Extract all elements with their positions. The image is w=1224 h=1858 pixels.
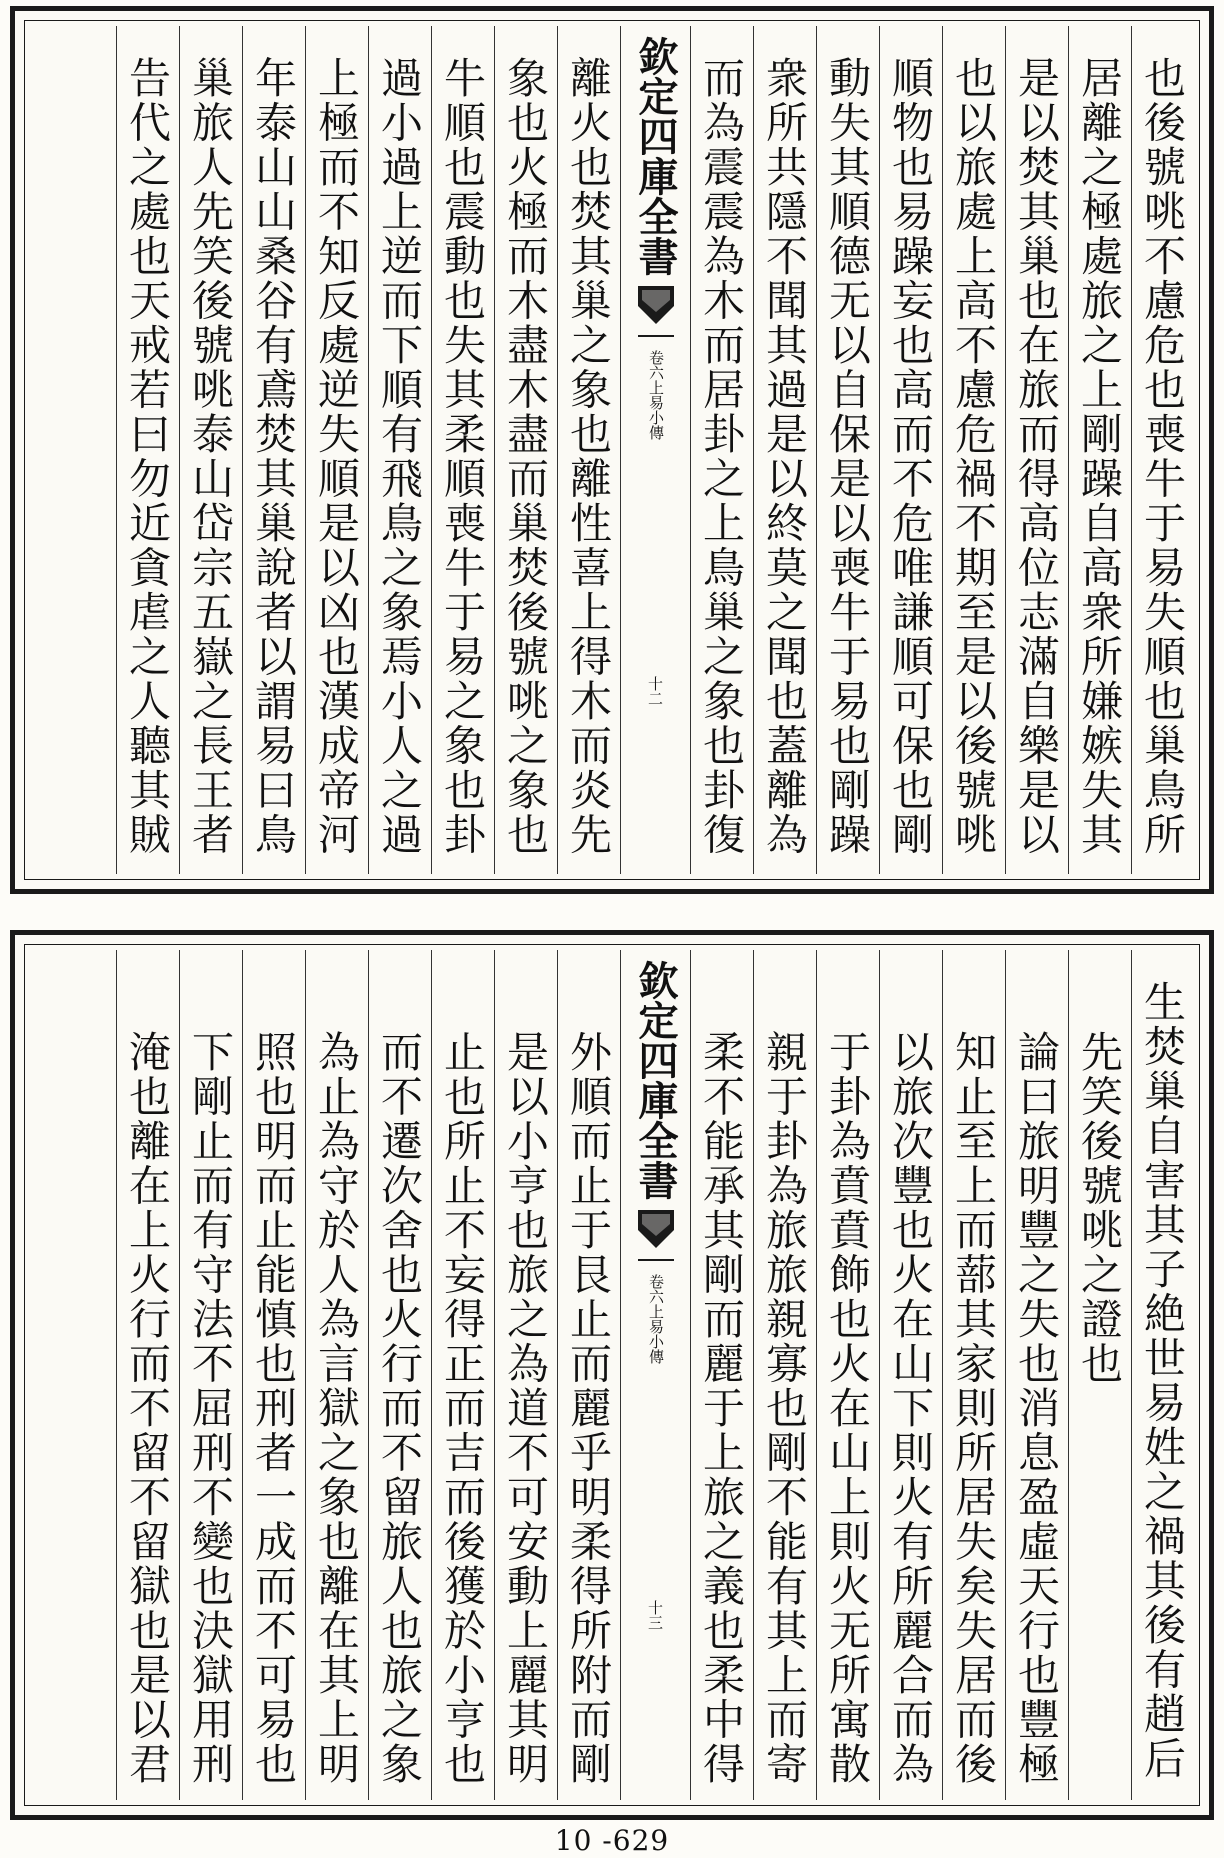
text-column: 動失其順德无以自保是以喪牛于易也剛躁 (816, 26, 879, 874)
text-column: 而不遷次舍也火行而不留旅人也旅之象 (368, 950, 431, 1800)
page-upper (10, 6, 1214, 894)
leaf-number: 十二 (646, 676, 664, 706)
volume-name: 卷六上 (647, 350, 665, 395)
text-columns (30, 26, 1194, 874)
text-column: 離火也焚其巢之象也離性喜上得木而炎先 (557, 26, 620, 874)
text-column: 而為震震為木而居卦之上鳥巢之象也卦復 (690, 26, 753, 874)
reprint-page-number: 10 -629 (554, 1824, 670, 1857)
text-column: 順物也易躁妄也高而不危唯謙順可保也剛 (879, 26, 942, 874)
text-column: 論曰旅明豐之失也消息盈虛天行也豐極 (1005, 950, 1068, 1800)
text-column: 過小過上逆而下順有飛鳥之象焉小人之過 (368, 26, 431, 874)
text-column: 也以旅處上高不慮危禍不期至是以後號咷 (942, 26, 1005, 874)
fish-tail-mark-icon (638, 286, 674, 338)
text-column: 止也所止不妄得正而吉而後獲於小亨也 (431, 950, 494, 1800)
volume-name: 卷六上 (647, 1274, 665, 1319)
text-column: 也後號咷不慮危也喪牛于易失順也巢鳥所 (1131, 26, 1194, 874)
text-column: 下剛止而有守法不屈刑不變也決獄用刑 (179, 950, 242, 1800)
text-column: 親于卦為旅旅親寡也剛不能有其上而寄 (753, 950, 816, 1800)
volume-label (647, 350, 664, 440)
text-column: 生焚巢自害其子絶世易姓之禍其後有趙后 (1131, 950, 1194, 1800)
text-column: 居離之極處旅之上剛躁自高衆所嫌嫉失其 (1068, 26, 1131, 874)
text-column: 先笑後號咷之證也 (1068, 950, 1131, 1800)
book-title: 欽定四庫全書 (632, 960, 679, 1200)
text-column: 告代之處也天戒若曰勿近貪虐之人聽其賊 (116, 26, 179, 874)
text-column: 象也火極而木盡木盡而巢焚後號咷之象也 (494, 26, 557, 874)
page-lower (10, 930, 1214, 1820)
text-column: 巢旅人先笑後號咷泰山岱宗五嶽之長王者 (179, 26, 242, 874)
text-column: 于卦為賁賁飾也火在山上則火无所寓散 (816, 950, 879, 1800)
text-columns (30, 950, 1194, 1800)
work-name: 易小傳 (647, 1319, 665, 1364)
text-column: 知止至上而蔀其家則所居失矣失居而後 (942, 950, 1005, 1800)
volume-label (647, 1274, 664, 1364)
text-column: 柔不能承其剛而麗于上旅之義也柔中得 (690, 950, 753, 1800)
text-column: 牛順也震動也失其柔順喪牛于易之象也卦 (431, 26, 494, 874)
text-column: 淹也離在上火行而不留不留獄也是以君 (116, 950, 179, 1800)
text-column: 外順而止于艮止而麗乎明柔得所附而剛 (557, 950, 620, 1800)
text-column: 年泰山山桑谷有鳶焚其巢說者以謂易曰鳥 (242, 26, 305, 874)
text-column: 照也明而止能慎也刑者一成而不可易也 (242, 950, 305, 1800)
fish-tail-mark-icon (638, 1210, 674, 1262)
book-title: 欽定四庫全書 (632, 36, 679, 276)
text-column: 上極而不知反處逆失順是以凶也漢成帝河 (305, 26, 368, 874)
leaf-number: 十三 (646, 1600, 664, 1630)
text-column: 衆所共隱不聞其過是以終莫之聞也蓋離為 (753, 26, 816, 874)
center-fold (620, 950, 690, 1800)
center-fold (620, 26, 690, 874)
work-name: 易小傳 (647, 395, 665, 440)
text-column: 是以小亨也旅之為道不可安動上麗其明 (494, 950, 557, 1800)
text-column: 以旅次豐也火在山下則火有所麗合而為 (879, 950, 942, 1800)
text-column: 是以焚其巢也在旅而得高位志滿自樂是以 (1005, 26, 1068, 874)
text-column: 為止為守於人為言獄之象也離在其上明 (305, 950, 368, 1800)
